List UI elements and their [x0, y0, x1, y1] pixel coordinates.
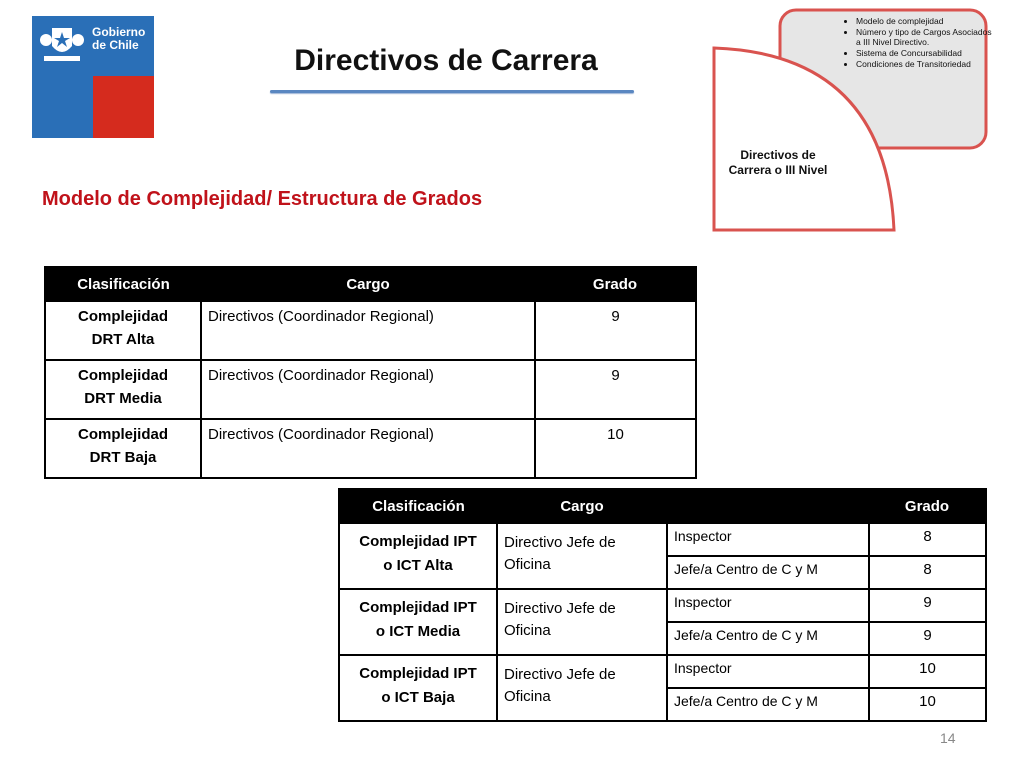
page-title: Directivos de Carrera [294, 44, 598, 77]
diagram-bullet-list [844, 16, 996, 70]
level-diagram [710, 8, 990, 236]
section-subtitle: Modelo de Complejidad/ Estructura de Grados [42, 188, 483, 210]
cargo-cell: Directivos (Coordinador Regional) [201, 419, 535, 478]
column-header: Grado [535, 267, 696, 301]
gobierno-de-chile-logo [32, 16, 154, 138]
subcargo-cell: Jefe/a Centro de C y M [667, 622, 869, 655]
diagram-center-label: Directivos de Carrera o III Nivel [728, 148, 828, 177]
subcargo-cell: Inspector [667, 523, 869, 556]
subcargo-cell: Inspector [667, 655, 869, 688]
column-header: Clasificación [45, 267, 201, 301]
table-row [45, 419, 696, 478]
cargo-cell: Directivo Jefe de Oficina [497, 589, 667, 655]
logo-line1: Gobierno [92, 25, 146, 39]
classification-cell: Complejidad IPT o ICT Alta [339, 523, 497, 589]
cargo-cell: Directivo Jefe de Oficina [497, 523, 667, 589]
grado-cell: 9 [535, 360, 696, 419]
table-row [45, 360, 696, 419]
subcargo-cell: Inspector [667, 589, 869, 622]
grado-cell: 8 [869, 523, 986, 556]
diagram-item: • Condiciones de Transitoriedad [856, 59, 996, 69]
drt-grade-table [44, 266, 697, 479]
column-header: Cargo [497, 489, 667, 523]
classification-cell: Complejidad IPT o ICT Baja [339, 655, 497, 721]
grado-cell: 10 [869, 688, 986, 721]
cargo-cell: Directivos (Coordinador Regional) [201, 360, 535, 419]
diagram-item: • Modelo de complejidad [856, 16, 996, 26]
column-header: Grado [869, 489, 986, 523]
cargo-cell: Directivos (Coordinador Regional) [201, 301, 535, 360]
classification-cell: Complejidad DRT Alta [45, 301, 201, 360]
table-row [339, 655, 986, 688]
grado-cell: 9 [869, 589, 986, 622]
grado-cell: 10 [869, 655, 986, 688]
grado-cell: 9 [535, 301, 696, 360]
grado-cell: 10 [535, 419, 696, 478]
classification-cell: Complejidad IPT o ICT Media [339, 589, 497, 655]
subcargo-cell: Jefe/a Centro de C y M [667, 556, 869, 589]
ipt-ict-grade-table [338, 488, 987, 722]
diagram-item: • Sistema de Concursabilidad [856, 48, 996, 58]
table-row [339, 589, 986, 622]
cargo-cell: Directivo Jefe de Oficina [497, 655, 667, 721]
column-header: Cargo [201, 267, 535, 301]
coat-of-arms-icon [38, 20, 86, 70]
table-row [45, 301, 696, 360]
column-header: Clasificación [339, 489, 497, 523]
diagram-item: • Número y tipo de Cargos Asociados a III Nivel Directivo. [856, 27, 996, 47]
classification-cell: Complejidad DRT Media [45, 360, 201, 419]
classification-cell: Complejidad DRT Baja [45, 419, 201, 478]
title-underline [270, 90, 634, 93]
subcargo-cell: Jefe/a Centro de C y M [667, 688, 869, 721]
table-row [339, 523, 986, 556]
grado-cell: 8 [869, 556, 986, 589]
page-number: 14 [940, 730, 956, 746]
grado-cell: 9 [869, 622, 986, 655]
logo-line2: de Chile [92, 38, 139, 52]
